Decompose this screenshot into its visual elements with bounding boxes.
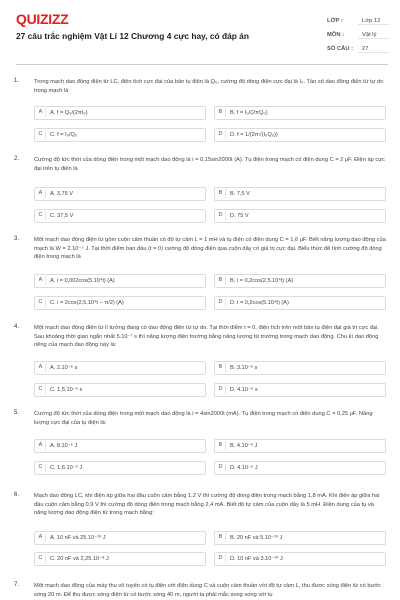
option-d[interactable] xyxy=(214,383,386,397)
question-text: Một mạch dao động điện từ gồm cuộn cảm thuần có độ tự cảm L = 1 mH và tụ điện có điện dung C = 1,6 μF. Biết năng lượng dao động của mạch là W = 2.10⁻⁵ J. Tại thời điểm ban đầu (t = 0) cường độ dòng điện qua cuộn dây có giá trị cực đại. Biểu thức để tính cường độ dòng điện trong mạch là xyxy=(34,237,386,260)
quizizz-logo: QUIZIZZ xyxy=(16,11,69,27)
option-letter: D xyxy=(216,298,226,307)
option-text: D. 75 V xyxy=(230,213,249,219)
option-text: A. 2.10⁻⁶ s xyxy=(50,365,78,371)
option-letter: C xyxy=(36,211,46,220)
option-text: D. f = 1/(2π√(I₀Q₀)) xyxy=(230,132,278,138)
option-letter: A xyxy=(36,276,46,285)
option-a[interactable] xyxy=(34,274,206,288)
option-text: A. f = Q₀/(2πI₀) xyxy=(50,110,88,116)
question-number: 3. xyxy=(14,236,20,242)
option-letter: B xyxy=(216,441,226,450)
question-text: Cường độ tức thời của dòng điện trong một mạch dao động là i = 0,15sin2000t (A). Tụ điện trong mạch có điện dung C = 2 μF. Điện áp cực đại trên tụ điện là xyxy=(34,157,385,172)
question-text: Một mạch dao động điện từ lí tưởng đang có dao động điện từ tự do. Tại thời điểm t = 0, điện tích trên một bản tụ điện đạt giá trị cực đại. Sau khoảng thời gian ngắn nhất 5.10⁻⁷ s thì năng lượng điện trường bằng năng lượng từ trường trong mạch dao động. Chu kì dao động riêng của mạch dao động này là: xyxy=(34,325,379,348)
option-d[interactable] xyxy=(214,209,386,223)
meta-row-class xyxy=(327,14,389,28)
option-text: D. 4.10⁻⁵ J xyxy=(230,465,258,471)
option-a[interactable] xyxy=(34,439,206,453)
option-c[interactable] xyxy=(34,461,206,475)
option-c[interactable] xyxy=(34,209,206,223)
option-text: B. i = 0,2cos(2,5.10⁴t) (A) xyxy=(230,278,294,284)
question-text: Cường độ tức thời của dòng điện trong một mạch dao động là i = 4sin2000t (mA). Tụ điện trong mạch có điện dung C = 0,25 μF. Năng lượng cực đại của tụ điện là: xyxy=(34,411,373,426)
option-b[interactable] xyxy=(214,106,386,120)
option-d[interactable] xyxy=(214,296,386,310)
header xyxy=(0,0,400,62)
option-a[interactable] xyxy=(34,361,206,375)
question-number: 1. xyxy=(14,78,20,84)
option-letter: D xyxy=(216,385,226,394)
option-text: B. f = I₀/(2πQ₀) xyxy=(230,110,268,116)
option-text: B. 20 nF và 5.10⁻¹⁰ J xyxy=(230,535,283,541)
question-number: 7. xyxy=(14,582,20,588)
option-letter: A xyxy=(36,189,46,198)
meta-info xyxy=(327,14,389,56)
header-divider xyxy=(16,64,388,65)
option-text: B. 4.10⁻⁶ J xyxy=(230,443,258,449)
option-text: D. 10 nF và 3.10⁻¹⁰ J xyxy=(230,556,283,562)
question-text: Trong mạch dao động điện từ LC, điện tích cực đại của bản tụ điện là Q₀, cường độ dòng điện cực đại là I₀. Tần số dao động điện từ tự do trong mạch là xyxy=(34,79,384,94)
question-number: 5. xyxy=(14,410,20,416)
meta-value: Lớp 12 xyxy=(358,18,389,25)
page-title: 27 câu trắc nghiệm Vật Lí 12 Chương 4 cực hay, có đáp án xyxy=(16,31,249,41)
option-text: A. 10 nF và 25.10⁻¹⁰ J xyxy=(50,535,106,541)
option-text: A. i = 0,002cos(5.10⁴t) (A) xyxy=(50,278,115,284)
option-letter: B xyxy=(216,276,226,285)
option-letter: B xyxy=(216,363,226,372)
option-a[interactable] xyxy=(34,106,206,120)
option-text: A. 3,75 V xyxy=(50,191,74,197)
option-c[interactable] xyxy=(34,296,206,310)
option-letter: B xyxy=(216,533,226,542)
option-text: B. 3.10⁻⁶ s xyxy=(230,365,258,371)
option-text: C. i = 2cos(2,5.10⁴t − π/2) (A) xyxy=(50,300,124,306)
meta-label: LỚP : xyxy=(327,18,343,24)
meta-row-subject xyxy=(327,28,389,42)
option-letter: B xyxy=(216,189,226,198)
option-c[interactable] xyxy=(34,128,206,142)
option-c[interactable] xyxy=(34,383,206,397)
question-text: Một mạch dao động của máy thu vô tuyến có tụ điện với điện dung C và cuộn cảm thuần với độ tự cảm L, thu được sóng điện từ có bước sóng 20 m. Để thu được sóng điện từ có bước sóng 40 m, người ta phải mắc song song với tụ xyxy=(34,583,381,598)
option-letter: A xyxy=(36,108,46,117)
option-letter: C xyxy=(36,554,46,563)
option-b[interactable] xyxy=(214,187,386,201)
option-letter: D xyxy=(216,554,226,563)
option-a[interactable] xyxy=(34,187,206,201)
option-letter: D xyxy=(216,463,226,472)
option-letter: C xyxy=(36,385,46,394)
meta-label: MÔN : xyxy=(327,32,345,38)
option-text: C. 37,5 V xyxy=(50,213,74,219)
option-text: D. 4.10⁻⁶ s xyxy=(230,387,258,393)
option-a[interactable] xyxy=(34,531,206,545)
option-text: B. 7,5 V xyxy=(230,191,250,197)
option-letter: A xyxy=(36,441,46,450)
option-letter: C xyxy=(36,298,46,307)
option-letter: A xyxy=(36,363,46,372)
option-c[interactable] xyxy=(34,552,206,566)
option-letter: D xyxy=(216,211,226,220)
option-text: C. 1,6.10⁻⁵ J xyxy=(50,465,83,471)
option-text: D. i = 0,2cos(5.10⁴t) (A) xyxy=(230,300,289,306)
option-b[interactable] xyxy=(214,531,386,545)
option-letter: A xyxy=(36,533,46,542)
option-text: C. 1,5.10⁻⁶ s xyxy=(50,387,83,393)
option-d[interactable] xyxy=(214,128,386,142)
meta-row-count xyxy=(327,42,389,56)
question-text: Mạch dao động LC, khi điện áp giữa hai đầu cuộn cảm bằng 1,2 V thì cường độ dòng điện trong mạch bằng 1,8 mA. Khi điện áp giữa hai đầu cuộn cảm bằng 0,9 V thì cường độ dòng điện trong mạch bằng 2,4 mA. Biết độ tự cảm của cuộn dây là 5 mH. Điện dung của tụ và năng lượng dao động điện từ trong mạch bằng: xyxy=(34,493,380,516)
meta-label: SỐ CÂU : xyxy=(327,46,354,52)
option-d[interactable] xyxy=(214,461,386,475)
question-number: 2. xyxy=(14,156,20,162)
option-text: C. f = I₀/Q₀ xyxy=(50,132,78,138)
option-letter: C xyxy=(36,463,46,472)
option-letter: C xyxy=(36,130,46,139)
option-d[interactable] xyxy=(214,552,386,566)
option-letter: D xyxy=(216,130,226,139)
question-number: 4. xyxy=(14,324,20,330)
option-b[interactable] xyxy=(214,274,386,288)
option-letter: B xyxy=(216,108,226,117)
option-b[interactable] xyxy=(214,439,386,453)
meta-value: 27 xyxy=(358,46,389,53)
option-text: A. 8.10⁻⁶ J xyxy=(50,443,78,449)
meta-value: Vật lý xyxy=(358,32,389,39)
option-b[interactable] xyxy=(214,361,386,375)
question-number: 6. xyxy=(14,492,20,498)
option-text: C. 20 nF và 2,25.10⁻⁸ J xyxy=(50,556,109,562)
